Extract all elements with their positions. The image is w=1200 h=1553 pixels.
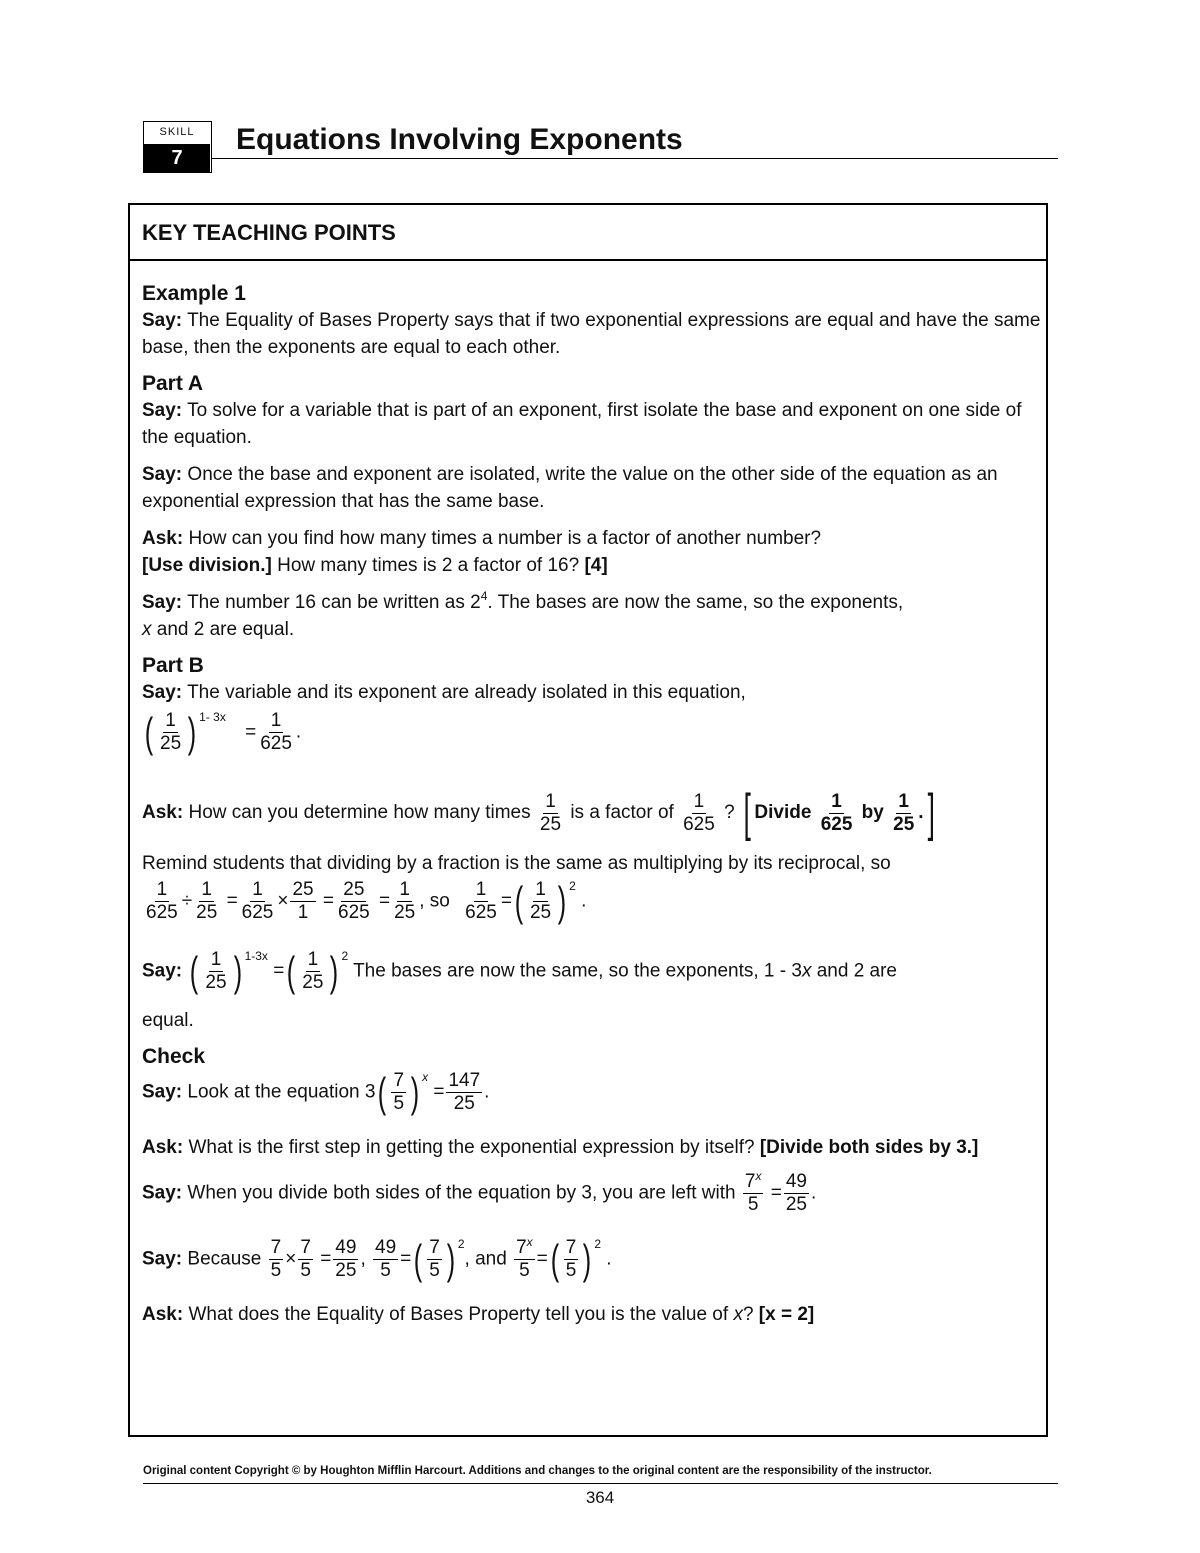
partA-say1: Say: To solve for a variable that is part of an exponent, first isolate the base and exponent on one side of the equation.	[142, 400, 1022, 448]
partB-reciprocal-equation: $\frac{1}{625}$ ÷ $\frac{1}{25}$ = $\frac{1}{625}$ × $\frac{25}{1}$ = $\frac{25}{625}$ = $\frac{1}{25}$ , so $\frac{1}{625}$ =( $\frac{1}{25}$ ) $^2$ .	[146, 877, 587, 925]
partB-remind: Remind students that dividing by a fraction is the same as multiplying by its reciprocal, so	[142, 853, 891, 874]
check-ask2: Ask: What does the Equality of Bases Property tell you is the value of x? [x = 2]	[142, 1304, 815, 1325]
key-teaching-points-box	[128, 203, 1048, 1437]
header-rule	[212, 158, 1058, 159]
partA-say3: Say: The number 16 can be written as $2^4$. The bases are now the same, so the exponents, x and 2 are equal.	[142, 589, 904, 640]
page-number: 364	[585, 1488, 615, 1507]
footer-rule	[143, 1483, 1058, 1484]
skill-number: 7	[144, 144, 210, 172]
skill-badge	[143, 121, 212, 173]
page-title: Equations Involving Exponents	[236, 123, 683, 156]
skill-label: SKILL	[144, 122, 210, 144]
check-ask1: Ask: What is the first step in getting the exponential expression by itself? [Divide both sides by 3.]	[142, 1137, 979, 1158]
check-title: Check	[142, 1045, 206, 1068]
partB-ask: Ask: How can you determine how many times $\frac{1}{25}$ is a factor of $\frac{1}{625}$ ? [ Divide $\frac{1}{625}$ by $\frac{1}{25}$ .]	[142, 784, 935, 842]
partA-say2: Say: Once the base and exponent are isolated, write the value on the other side of the equation as an exponential expression that has the same base.	[142, 464, 998, 512]
check-say3: Say: Because $\frac{7}{5}$ × $\frac{7}{5}$ = $\frac{49}{25}$ , $\frac{49}{5}$ =( $\frac{7}{5}$ ) $^2$, and $\frac{7^x}{5}$ =( $\frac{7}{5}$ ) $^2$ .	[142, 1235, 612, 1283]
check-say1: Say: Look at the equation 3( $\frac{7}{5}$ ) $^x$ = $\frac{147}{25}$ .	[142, 1068, 490, 1116]
partB-title: Part B	[142, 654, 204, 677]
partB-equation: ( $\frac{1}{25}$ ) $^{1- 3x}$ = $\frac{1}{625}$ .	[144, 708, 302, 756]
partB-equal: equal.	[142, 1010, 194, 1031]
copyright-footer: Original content Copyright © by Houghton Mifflin Harcourt. Additions and changes to the original content are the responsibility of the instructor.	[143, 1465, 932, 1477]
partB-say2: Say: ( $\frac{1}{25}$ ) $^{1-3x}$ =( $\frac{1}{25}$ ) $^2$ The bases are now the same, so the exponents, 1 - 3x and 2 are	[142, 947, 898, 995]
box-content	[130, 261, 1046, 1328]
box-heading: KEY TEACHING POINTS	[130, 205, 1046, 261]
example1-say: Say: The Equality of Bases Property says that if two exponential expressions are equal and have the same base, then the exponents are equal to each other.	[142, 310, 1041, 358]
example1-title: Example 1	[142, 282, 246, 305]
partA-title: Part A	[142, 372, 204, 395]
partB-say1: Say: The variable and its exponent are already isolated in this equation,	[142, 682, 746, 703]
page-header	[143, 121, 1058, 173]
check-say2: Say: When you divide both sides of the equation by 3, you are left with $\frac{7^x}{5}$ = $\frac{49}{25}$ .	[142, 1169, 817, 1215]
partA-ask: Ask: How can you find how many times a number is a factor of another number? [Use division.] How many times is 2 a factor of 16? [4]	[142, 528, 822, 576]
